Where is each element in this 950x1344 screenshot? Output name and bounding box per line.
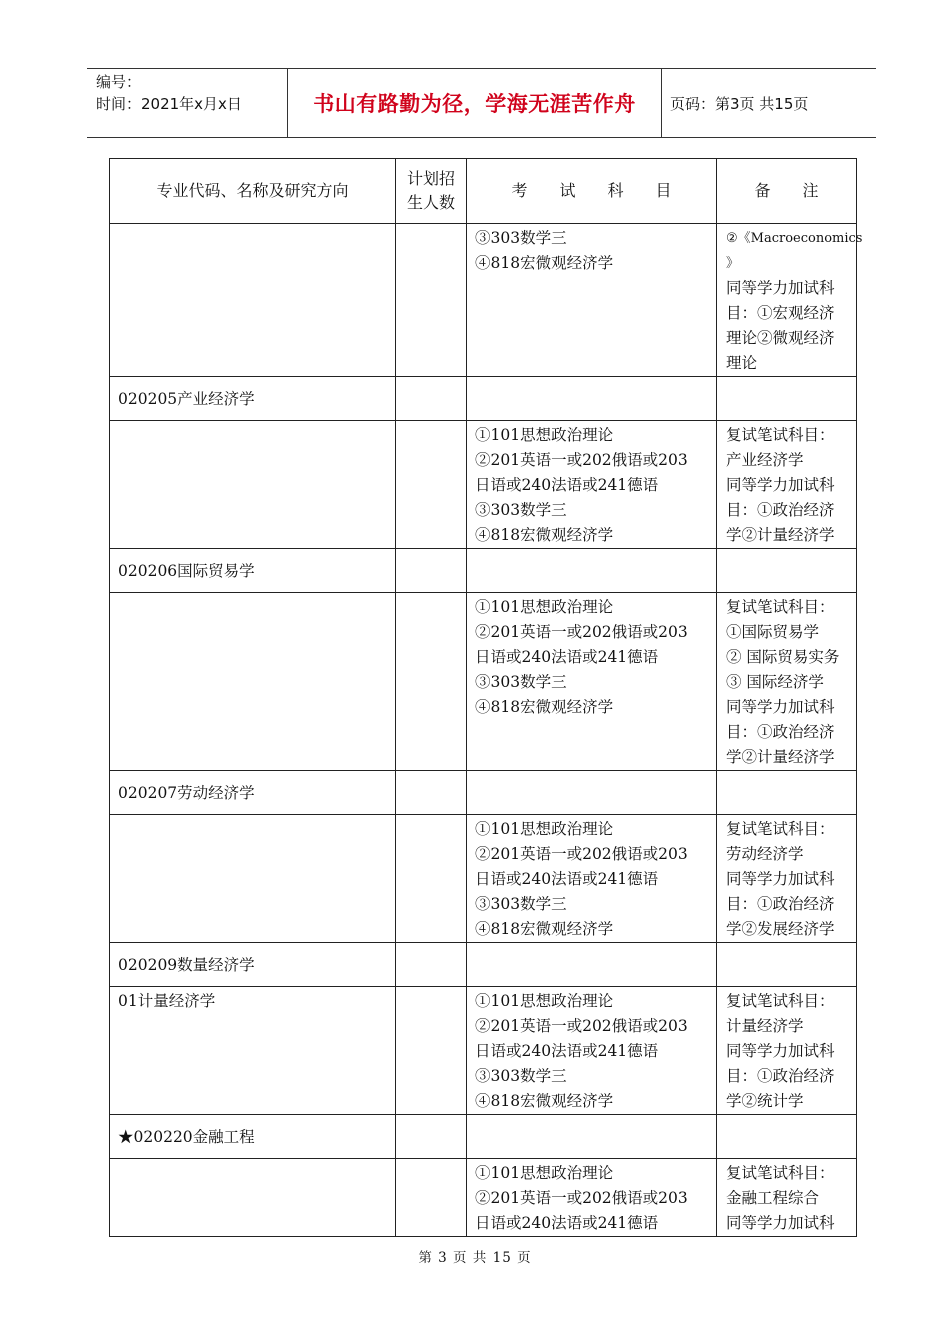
major-title: 020209数量经济学 bbox=[110, 943, 396, 987]
notes-line: 同等学力加试科 bbox=[726, 1214, 835, 1232]
notes-line: 理论 bbox=[726, 354, 758, 372]
exam-line: ④818宏微观经济学 bbox=[475, 920, 614, 938]
exam-line: ④818宏微观经济学 bbox=[475, 698, 614, 716]
major-title: 020205产业经济学 bbox=[110, 377, 396, 421]
section-row bbox=[110, 1115, 857, 1159]
major-title: ★020220金融工程 bbox=[110, 1115, 396, 1159]
exam-line: ③303数学三 bbox=[475, 895, 567, 913]
exam-line: ③303数学三 bbox=[475, 501, 567, 519]
table-row bbox=[110, 815, 857, 943]
notes-line: ② 国际贸易实务 bbox=[726, 648, 840, 666]
table-header-row bbox=[110, 159, 857, 224]
notes-line: 学②计量经济学 bbox=[726, 748, 835, 766]
notes-line: 目：①宏观经济 bbox=[726, 304, 835, 322]
table-row bbox=[110, 987, 857, 1115]
header-meta bbox=[87, 69, 288, 137]
quota-cell bbox=[396, 987, 467, 1115]
page-header bbox=[87, 68, 876, 138]
column-header-quota bbox=[396, 159, 467, 224]
exam-line: 日语或240法语或241德语 bbox=[475, 1214, 659, 1232]
notes-line: 复试笔试科目： bbox=[726, 992, 835, 1010]
notes-cell bbox=[717, 943, 857, 987]
exam-cell bbox=[467, 1159, 717, 1237]
major-title: 020207劳动经济学 bbox=[110, 771, 396, 815]
quota-cell bbox=[396, 943, 467, 987]
quota-header-line: 计划招 bbox=[406, 169, 455, 188]
notes-line: 目：①政治经济 bbox=[726, 895, 835, 913]
notes-line: 劳动经济学 bbox=[726, 845, 804, 863]
exam-line: ④818宏微观经济学 bbox=[475, 1092, 614, 1110]
notes-line: 目：①政治经济 bbox=[726, 723, 835, 741]
notes-line: 计量经济学 bbox=[726, 1017, 804, 1035]
exam-line: ②201英语一或202俄语或203 bbox=[475, 1189, 688, 1207]
notes-line: 复试笔试科目： bbox=[726, 820, 835, 838]
exam-line: ②201英语一或202俄语或203 bbox=[475, 845, 688, 863]
major-cell bbox=[110, 224, 396, 377]
notes-line: 复试笔试科目： bbox=[726, 1164, 835, 1182]
section-row bbox=[110, 377, 857, 421]
exam-line: 日语或240法语或241德语 bbox=[475, 1042, 659, 1060]
header-page-number: 页码：第3页 共15页 bbox=[670, 94, 809, 113]
quota-header-line: 生人数 bbox=[406, 193, 455, 212]
notes-line: 同等学力加试科 bbox=[726, 698, 835, 716]
exam-line: ④818宏微观经济学 bbox=[475, 526, 614, 544]
quota-cell bbox=[396, 771, 467, 815]
notes-line: ①国际贸易学 bbox=[726, 623, 820, 641]
exam-line: ①101思想政治理论 bbox=[475, 598, 614, 616]
table-row bbox=[110, 1159, 857, 1237]
exam-line: ①101思想政治理论 bbox=[475, 1164, 614, 1182]
notes-line: 同等学力加试科 bbox=[726, 476, 835, 494]
column-header-notes: 备 注 bbox=[717, 159, 857, 224]
major-cell bbox=[110, 593, 396, 771]
quota-cell bbox=[396, 815, 467, 943]
quota-cell bbox=[396, 1159, 467, 1237]
exam-line: ④818宏微观经济学 bbox=[475, 254, 614, 272]
quota-cell bbox=[396, 549, 467, 593]
exam-line: ②201英语一或202俄语或203 bbox=[475, 1017, 688, 1035]
notes-line: 复试笔试科目： bbox=[726, 426, 835, 444]
notes-line: ③ 国际经济学 bbox=[726, 673, 824, 691]
major-cell bbox=[110, 421, 396, 549]
notes-line: 目：①政治经济 bbox=[726, 501, 835, 519]
table-row bbox=[110, 421, 857, 549]
exam-line: ③303数学三 bbox=[475, 673, 567, 691]
admissions-table bbox=[109, 158, 863, 1237]
exam-cell bbox=[467, 421, 717, 549]
research-direction: 01计量经济学 bbox=[110, 987, 396, 1115]
document-number: 编号： bbox=[96, 73, 142, 91]
quota-cell bbox=[396, 421, 467, 549]
notes-cell bbox=[717, 1115, 857, 1159]
notes-cell bbox=[717, 421, 857, 549]
header-motto: 书山有路勤为径，学海无涯苦作舟 bbox=[288, 69, 662, 137]
exam-cell bbox=[467, 943, 717, 987]
quota-cell bbox=[396, 224, 467, 377]
notes-line: 目：①政治经济 bbox=[726, 1067, 835, 1085]
exam-line: ①101思想政治理论 bbox=[475, 426, 614, 444]
table-row bbox=[110, 593, 857, 771]
notes-line: 学②发展经济学 bbox=[726, 920, 835, 938]
notes-line: 复试笔试科目： bbox=[726, 598, 835, 616]
exam-cell bbox=[467, 771, 717, 815]
exam-cell bbox=[467, 224, 717, 377]
exam-line: 日语或240法语或241德语 bbox=[475, 870, 659, 888]
document-date: 时间：2021年x月x日 bbox=[96, 95, 242, 113]
notes-cell bbox=[717, 771, 857, 815]
notes-cell bbox=[717, 593, 857, 771]
exam-cell bbox=[467, 593, 717, 771]
notes-line: ②《Macroeconomics bbox=[726, 231, 863, 246]
notes-cell bbox=[717, 224, 863, 377]
quota-cell bbox=[396, 377, 467, 421]
exam-line: ③303数学三 bbox=[475, 1067, 567, 1085]
section-row bbox=[110, 943, 857, 987]
column-header-exam: 考 试 科 目 bbox=[467, 159, 717, 224]
exam-line: ③303数学三 bbox=[475, 229, 567, 247]
notes-line: 学②计量经济学 bbox=[726, 526, 835, 544]
exam-line: ①101思想政治理论 bbox=[475, 820, 614, 838]
notes-cell bbox=[717, 987, 857, 1115]
notes-line: 同等学力加试科 bbox=[726, 870, 835, 888]
quota-cell bbox=[396, 1115, 467, 1159]
exam-cell bbox=[467, 987, 717, 1115]
exam-cell bbox=[467, 377, 717, 421]
exam-line: ②201英语一或202俄语或203 bbox=[475, 623, 688, 641]
notes-line: 》 bbox=[726, 256, 740, 271]
major-title: 020206国际贸易学 bbox=[110, 549, 396, 593]
major-cell bbox=[110, 1159, 396, 1237]
notes-cell bbox=[717, 1159, 857, 1237]
exam-line: ①101思想政治理论 bbox=[475, 992, 614, 1010]
exam-line: 日语或240法语或241德语 bbox=[475, 476, 659, 494]
exam-line: 日语或240法语或241德语 bbox=[475, 648, 659, 666]
notes-line: 同等学力加试科 bbox=[726, 279, 835, 297]
notes-line: 学②统计学 bbox=[726, 1092, 804, 1110]
notes-line: 同等学力加试科 bbox=[726, 1042, 835, 1060]
notes-cell bbox=[717, 377, 857, 421]
section-row bbox=[110, 549, 857, 593]
notes-line: 产业经济学 bbox=[726, 451, 804, 469]
exam-line: ②201英语一或202俄语或203 bbox=[475, 451, 688, 469]
exam-cell bbox=[467, 815, 717, 943]
notes-line: 理论②微观经济 bbox=[726, 329, 835, 347]
major-cell bbox=[110, 815, 396, 943]
column-header-major: 专业代码、名称及研究方向 bbox=[110, 159, 396, 224]
exam-cell bbox=[467, 549, 717, 593]
notes-cell bbox=[717, 815, 857, 943]
exam-cell bbox=[467, 1115, 717, 1159]
section-row bbox=[110, 771, 857, 815]
table-row bbox=[110, 224, 857, 377]
notes-line: 金融工程综合 bbox=[726, 1189, 820, 1207]
notes-cell bbox=[717, 549, 857, 593]
page-footer: 第 3 页 共 15 页 bbox=[418, 1250, 532, 1266]
quota-cell bbox=[396, 593, 467, 771]
